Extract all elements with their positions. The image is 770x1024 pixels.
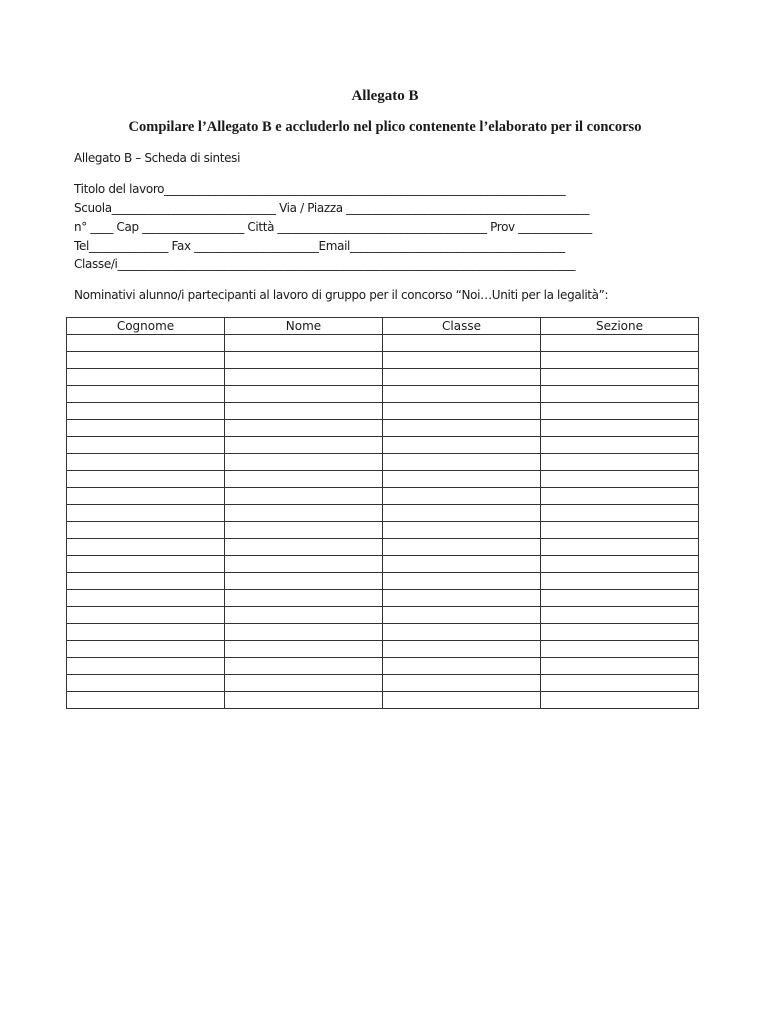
participants-table [66, 317, 699, 709]
table-row [67, 522, 699, 539]
cell-sezione[interactable] [541, 624, 699, 641]
cell-cognome[interactable] [67, 675, 225, 692]
cell-classe[interactable] [383, 573, 541, 590]
table-row [67, 556, 699, 573]
cell-nome[interactable] [225, 658, 383, 675]
table-row [67, 488, 699, 505]
cell-nome[interactable] [225, 641, 383, 658]
table-row [67, 335, 699, 352]
cell-sezione[interactable] [541, 403, 699, 420]
cell-nome[interactable] [225, 556, 383, 573]
column-header-sezione: Sezione [541, 318, 699, 335]
cell-nome[interactable] [225, 488, 383, 505]
cell-classe[interactable] [383, 403, 541, 420]
cell-nome[interactable] [225, 369, 383, 386]
cell-cognome[interactable] [67, 539, 225, 556]
cell-sezione[interactable] [541, 573, 699, 590]
cell-sezione[interactable] [541, 658, 699, 675]
table-row [67, 607, 699, 624]
document-subtitle: Compilare l’Allegato B e accluderlo nel plico contenente l’elaborato per il concorso [128, 119, 642, 135]
cell-classe[interactable] [383, 505, 541, 522]
cell-sezione[interactable] [541, 454, 699, 471]
cell-nome[interactable] [225, 624, 383, 641]
cell-nome[interactable] [225, 539, 383, 556]
cell-nome[interactable] [225, 505, 383, 522]
cell-cognome[interactable] [67, 522, 225, 539]
cell-nome[interactable] [225, 420, 383, 437]
cell-sezione[interactable] [541, 488, 699, 505]
cell-nome[interactable] [225, 675, 383, 692]
table-row [67, 403, 699, 420]
cell-classe[interactable] [383, 658, 541, 675]
cell-cognome[interactable] [67, 573, 225, 590]
table-row [67, 573, 699, 590]
cell-cognome[interactable] [67, 403, 225, 420]
table-row [67, 420, 699, 437]
section-label: Allegato B – Scheda di sintesi [74, 151, 241, 165]
cell-sezione[interactable] [541, 335, 699, 352]
column-header-nome: Nome [225, 318, 383, 335]
cell-cognome[interactable] [67, 641, 225, 658]
cell-classe[interactable] [383, 369, 541, 386]
table-row [67, 505, 699, 522]
cell-classe[interactable] [383, 607, 541, 624]
table-row [67, 369, 699, 386]
document-title: Allegato B [351, 88, 419, 104]
cell-nome[interactable] [225, 403, 383, 420]
cell-sezione[interactable] [541, 539, 699, 556]
cell-cognome[interactable] [67, 692, 225, 709]
table-row [67, 352, 699, 369]
table-row [67, 539, 699, 556]
column-header-classe: Classe [383, 318, 541, 335]
cell-classe[interactable] [383, 539, 541, 556]
cell-cognome[interactable] [67, 505, 225, 522]
cell-sezione[interactable] [541, 692, 699, 709]
cell-sezione[interactable] [541, 556, 699, 573]
cell-cognome[interactable] [67, 488, 225, 505]
cell-nome[interactable] [225, 692, 383, 709]
table-row [67, 386, 699, 403]
cell-nome[interactable] [225, 573, 383, 590]
table-row [67, 590, 699, 607]
cell-nome[interactable] [225, 607, 383, 624]
cell-classe[interactable] [383, 522, 541, 539]
cell-nome[interactable] [225, 471, 383, 488]
table-row [67, 437, 699, 454]
cell-classe[interactable] [383, 352, 541, 369]
cell-classe[interactable] [383, 420, 541, 437]
cell-classe[interactable] [383, 624, 541, 641]
cell-classe[interactable] [383, 437, 541, 454]
cell-cognome[interactable] [67, 386, 225, 403]
cell-sezione[interactable] [541, 607, 699, 624]
cell-classe[interactable] [383, 556, 541, 573]
field-scuola-via: Scuola_____________________________ Via / Piazza ___________________________________________ [74, 201, 590, 215]
cell-classe[interactable] [383, 386, 541, 403]
cell-cognome[interactable] [67, 369, 225, 386]
participants-intro: Nominativi alunno/i partecipanti al lavoro di gruppo per il concorso “Noi…Uniti per la legalità”: [74, 288, 609, 302]
cell-sezione[interactable] [541, 352, 699, 369]
cell-classe[interactable] [383, 335, 541, 352]
cell-sezione[interactable] [541, 369, 699, 386]
cell-nome[interactable] [225, 522, 383, 539]
cell-sezione[interactable] [541, 386, 699, 403]
table-row [67, 658, 699, 675]
cell-cognome[interactable] [67, 624, 225, 641]
cell-cognome[interactable] [67, 590, 225, 607]
cell-cognome[interactable] [67, 454, 225, 471]
field-titolo-lavoro: Titolo del lavoro_______________________________________________________________________ [74, 182, 566, 196]
table-row [67, 675, 699, 692]
cell-classe[interactable] [383, 641, 541, 658]
table-row [67, 454, 699, 471]
cell-sezione[interactable] [541, 505, 699, 522]
cell-nome[interactable] [225, 590, 383, 607]
table-body [67, 335, 699, 709]
cell-sezione[interactable] [541, 675, 699, 692]
cell-sezione[interactable] [541, 471, 699, 488]
cell-classe[interactable] [383, 471, 541, 488]
cell-cognome[interactable] [67, 335, 225, 352]
cell-classe[interactable] [383, 488, 541, 505]
table-header-row [67, 318, 699, 335]
table-row [67, 471, 699, 488]
cell-cognome[interactable] [67, 471, 225, 488]
cell-nome[interactable] [225, 437, 383, 454]
cell-classe[interactable] [383, 675, 541, 692]
cell-nome[interactable] [225, 352, 383, 369]
cell-cognome[interactable] [67, 352, 225, 369]
field-tel-fax-email: Tel______________ Fax ______________________Email______________________________________ [74, 239, 565, 253]
cell-classe[interactable] [383, 692, 541, 709]
table-row [67, 641, 699, 658]
cell-sezione[interactable] [541, 590, 699, 607]
table-row [67, 692, 699, 709]
cell-nome[interactable] [225, 386, 383, 403]
cell-sezione[interactable] [541, 420, 699, 437]
cell-classe[interactable] [383, 454, 541, 471]
cell-cognome[interactable] [67, 556, 225, 573]
cell-nome[interactable] [225, 454, 383, 471]
cell-sezione[interactable] [541, 437, 699, 454]
column-header-cognome: Cognome [67, 318, 225, 335]
cell-cognome[interactable] [67, 607, 225, 624]
cell-sezione[interactable] [541, 641, 699, 658]
cell-nome[interactable] [225, 335, 383, 352]
cell-sezione[interactable] [541, 522, 699, 539]
cell-classe[interactable] [383, 590, 541, 607]
table-row [67, 624, 699, 641]
cell-cognome[interactable] [67, 658, 225, 675]
field-classe: Classe/i_________________________________________________________________________________ [74, 257, 576, 271]
cell-cognome[interactable] [67, 420, 225, 437]
field-numero-cap-citta-prov: n° ____ Cap __________________ Città _____________________________________ Prov _____________ [74, 220, 592, 234]
cell-cognome[interactable] [67, 437, 225, 454]
